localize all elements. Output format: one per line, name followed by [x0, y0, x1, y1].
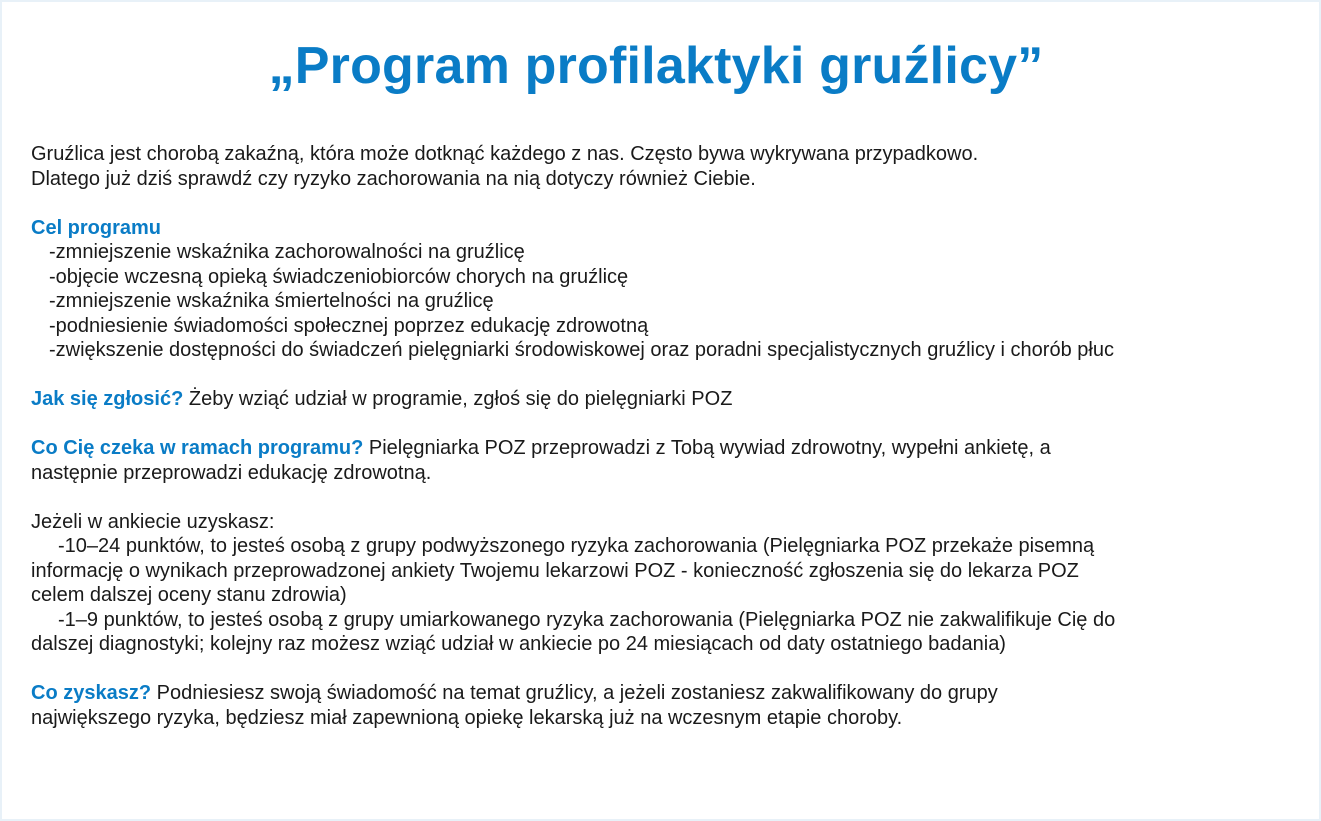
page-title: „Program profilaktyki gruźlicy” [268, 37, 1044, 95]
what-awaits-text: Pielęgniarka POZ przeprowadzi z Tobą wywiad zdrowotny, wypełni ankietę, a [363, 437, 1051, 459]
intro-paragraph [31, 142, 1301, 191]
how-to-apply-section [31, 387, 1301, 412]
survey-moderate-risk-line-1: -1–9 punktów, to jesteś osobą z grupy umiarkowanego ryzyka zachorowania (Pielęgniarka POZ nie zakwalifikuje Cię do [58, 608, 1116, 631]
benefits-text-2: największego ryzyka, będziesz miał zapewnioną opiekę lekarską już na wczesnym etapie choroby. [31, 706, 903, 729]
survey-high-risk-line-1: -10–24 punktów, to jesteś osobą z grupy podwyższonego ryzyka zachorowania (Pielęgniarka POZ przekaże pisemną [58, 535, 1095, 557]
intro-line-1: Gruźlica jest chorobą zakaźną, która może dotknąć każdego z nas. Często bywa wykrywana przypadkowo. [31, 143, 979, 165]
survey-high-risk-line-3: celem dalszej oceny stanu zdrowia) [31, 584, 347, 606]
what-awaits-text-2: następnie przeprowadzi edukację zdrowotną. [31, 461, 432, 484]
benefits-section [31, 681, 1301, 730]
benefits-heading: Co zyskasz? [31, 682, 152, 704]
what-awaits-heading: Co Cię czeka w ramach programu? [31, 437, 364, 459]
benefits-text: Podniesiesz swoją świadomość na temat gruźlicy, a jeżeli zostaniesz zakwalifikowany do grupy [151, 682, 998, 704]
survey-section [31, 510, 1301, 657]
what-awaits-section [31, 436, 1301, 485]
goal-section [31, 216, 1301, 363]
survey-intro: Jeżeli w ankiecie uzyskasz: [31, 510, 275, 533]
how-to-apply-text: Żeby wziąć udział w programie, zgłoś się do pielęgniarki POZ [183, 388, 733, 410]
goal-item: -zwiększenie dostępności do świadczeń pielęgniarki środowiskowej oraz poradni specjalistycznych gruźlicy i chorób płuc [49, 339, 1114, 361]
survey-high-risk-line-2: informację o wynikach przeprowadzonej ankiety Twojemu lekarzowi POZ - konieczność zgłoszenia się do lekarza POZ [31, 559, 1079, 582]
goal-item: -podniesienie świadomości społecznej poprzez edukację zdrowotną [49, 314, 649, 337]
how-to-apply-heading: Jak się zgłosić? [31, 388, 184, 410]
goal-item: -objęcie wczesną opieką świadczeniobiorców chorych na gruźlicę [49, 265, 629, 288]
goal-item: -zmniejszenie wskaźnika zachorowalności na gruźlicę [49, 241, 525, 263]
goal-heading: Cel programu [31, 216, 162, 239]
intro-line-2: Dlatego już dziś sprawdź czy ryzyko zachorowania na nią dotyczy również Ciebie. [31, 167, 756, 190]
survey-moderate-risk-line-2: dalszej diagnostyki; kolejny raz możesz wziąć udział w ankiecie po 24 miesiącach od daty ostatniego badania) [31, 633, 1006, 655]
document [31, 30, 1301, 730]
goal-item: -zmniejszenie wskaźnika śmiertelności na gruźlicę [49, 290, 494, 312]
